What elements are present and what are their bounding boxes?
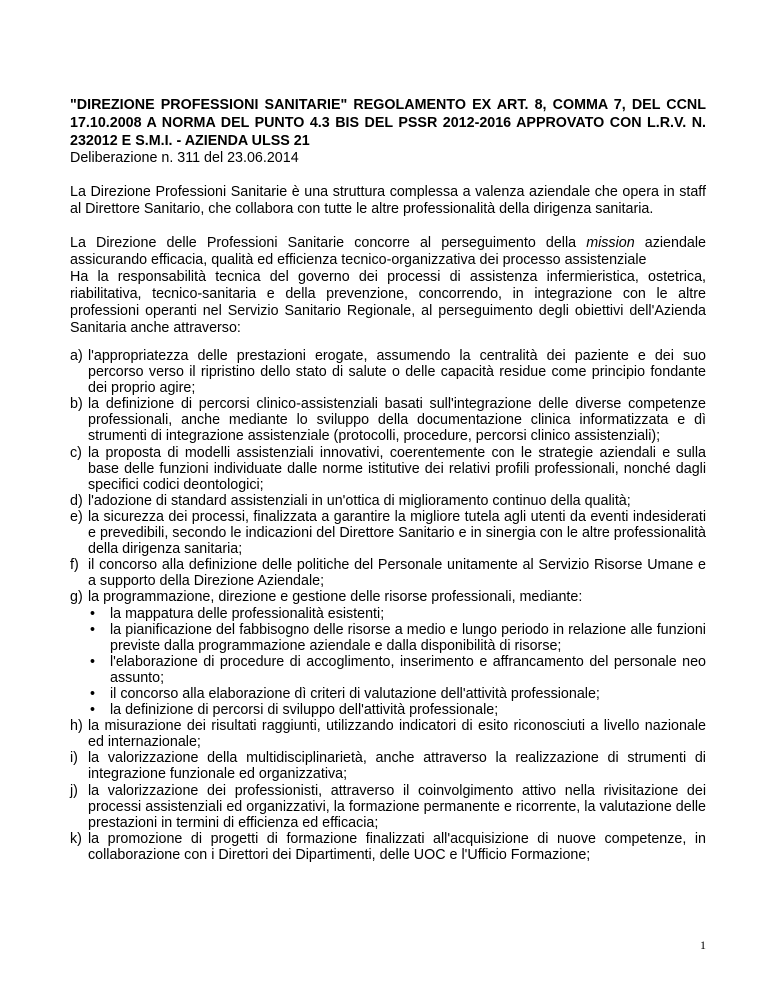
list-item-j xyxy=(70,783,706,831)
bullet-item: • la definizione di percorsi di sviluppo dell'attività professionale; xyxy=(70,702,706,718)
list-item-e xyxy=(70,509,706,557)
bullet-item: • il concorso alla elaborazione dì criteri di valutazione dell'attività professionale; xyxy=(70,686,706,702)
list-marker: a) xyxy=(70,348,83,364)
activities-list-continued xyxy=(70,718,706,863)
resources-bullet-list xyxy=(70,606,706,719)
intro-paragraph: La Direzione Professioni Sanitarie è una struttura complessa a valenza aziendale che opera in staff al Direttore Sanitario, che collabora con tutte le altre professionalità della dirigenza sanitaria. xyxy=(70,184,706,217)
list-item-text: la sicurezza dei processi, finalizzata a garantire la migliore tutela agli utenti da eventi indesiderati e prevedibili, secondo le indicazioni del Direttore Sanitario e in sinergia con le altre professionalità della dirigenza sanitaria; xyxy=(88,508,706,558)
list-marker: k) xyxy=(70,830,82,847)
list-marker: j) xyxy=(70,782,78,799)
list-marker: i) xyxy=(70,750,78,767)
list-item-a xyxy=(70,348,706,396)
page-number: 1 xyxy=(700,938,706,952)
list-item-f xyxy=(70,557,706,589)
mission-paragraph xyxy=(70,235,706,269)
list-item-k xyxy=(70,831,706,863)
list-item-text: la proposta di modelli assistenziali innovativi, coerentemente con le strategie aziendali e sulla base delle funzioni individuate dalle norme istitutive dei relativi profili professionali, nonché dagli specifici codici deontologici; xyxy=(88,444,706,493)
list-marker: e) xyxy=(70,508,83,525)
document-title: "DIREZIONE PROFESSIONI SANITARIE" REGOLAMENTO EX ART. 8, COMMA 7, DEL CCNL 17.10.2008 A NORMA DEL PUNTO 4.3 BIS DEL PSSR 2012-2016 APPROVATO CON L.R.V. N. 232012 E S.M.I. - AZIENDA ULSS 21 xyxy=(70,97,706,149)
document-page xyxy=(70,96,706,863)
list-marker: g) xyxy=(70,589,83,606)
list-marker: d) xyxy=(70,492,83,509)
mission-italic: mission xyxy=(586,235,635,251)
responsibility-paragraph: Ha la responsabilità tecnica del governo dei processi di assistenza infermieristica, ostetrica, riabilitativa, tecnico-sanitaria e della prevenzione, concorrendo, in integrazione con le altre professioni operanti nel Servizio Sanitario Regionale, al perseguimento degli obiettivi dell'Azienda Sanitaria anche attraverso: xyxy=(70,269,706,336)
list-item-text: l'adozione di standard assistenziali in un'ottica di miglioramento continuo della qualità; xyxy=(88,492,631,509)
list-item-c xyxy=(70,445,706,493)
list-item-g xyxy=(70,589,706,605)
list-item-text: la valorizzazione della multidisciplinarietà, anche attraverso la realizzazione di strumenti di integrazione funzionale ed organizzativa; xyxy=(88,750,706,783)
bullet-item: • la pianificazione del fabbisogno delle risorse a medio e lungo periodo in relazione alle funzioni previste dalla programmazione aziendale e dalla disponibilità di risorse; xyxy=(70,622,706,654)
list-marker: f) xyxy=(70,557,79,574)
list-item-text: il concorso alla definizione delle politiche del Personale unitamente al Servizio Risorse Umane e a supporto della Direzione Aziendale; xyxy=(88,557,706,590)
list-marker: h) xyxy=(70,718,83,735)
list-item-i xyxy=(70,750,706,782)
list-item-b xyxy=(70,396,706,444)
mission-text-before: La Direzione delle Professioni Sanitarie concorre al perseguimento della xyxy=(70,235,587,251)
list-item-text: la misurazione dei risultati raggiunti, utilizzando indicatori di esito riconosciuti a livello nazionale ed internazionale; xyxy=(88,718,706,751)
list-item-text: la promozione di progetti di formazione finalizzati all'acquisizione di nuove competenze, in collaborazione con i Direttori dei Dipartimenti, delle UOC e l'Ufficio Formazione; xyxy=(88,830,706,863)
list-item-text: la valorizzazione dei professionisti, attraverso il coinvolgimento attivo nella rivisitazione dei processi assistenziali ed organizzativi, la formazione permanente e ricorrente, la valutazione delle prestazioni in termini di efficienza ed efficacia; xyxy=(88,782,706,831)
list-marker: b) xyxy=(70,396,83,413)
bullet-item: • la mappatura delle professionalità esistenti; xyxy=(70,606,706,622)
list-item-d xyxy=(70,493,706,509)
deliberation-reference: Deliberazione n. 311 del 23.06.2014 xyxy=(70,150,299,166)
bullet-item: • l'elaborazione di procedure di accoglimento, inserimento e affrancamento del personale neo assunto; xyxy=(70,654,706,686)
list-item-text: la definizione di percorsi clinico-assistenziali basati sull'integrazione delle diverse competenze professionali, anche mediante lo sviluppo della documentazione clinica informatizzata e dì strumenti di integrazione assistenziale (protocolli, procedure, percorsi clinico assistenziali); xyxy=(88,396,706,445)
list-item-text: l'appropriatezza delle prestazioni erogate, assumendo la centralità dei paziente e dei suo percorso verso il ripristino dello stato di salute o delle capacità residue come principio fondante dei proprio agire; xyxy=(88,348,706,397)
list-item-h xyxy=(70,718,706,750)
activities-list xyxy=(70,348,706,606)
mission-text-after: aziendale assicurando efficacia, qualità ed efficienza tecnico-organizzativa dei processo assistenziale xyxy=(70,235,706,268)
list-marker: c) xyxy=(70,444,82,461)
list-item-text: la programmazione, direzione e gestione delle risorse professionali, mediante: xyxy=(88,589,583,606)
